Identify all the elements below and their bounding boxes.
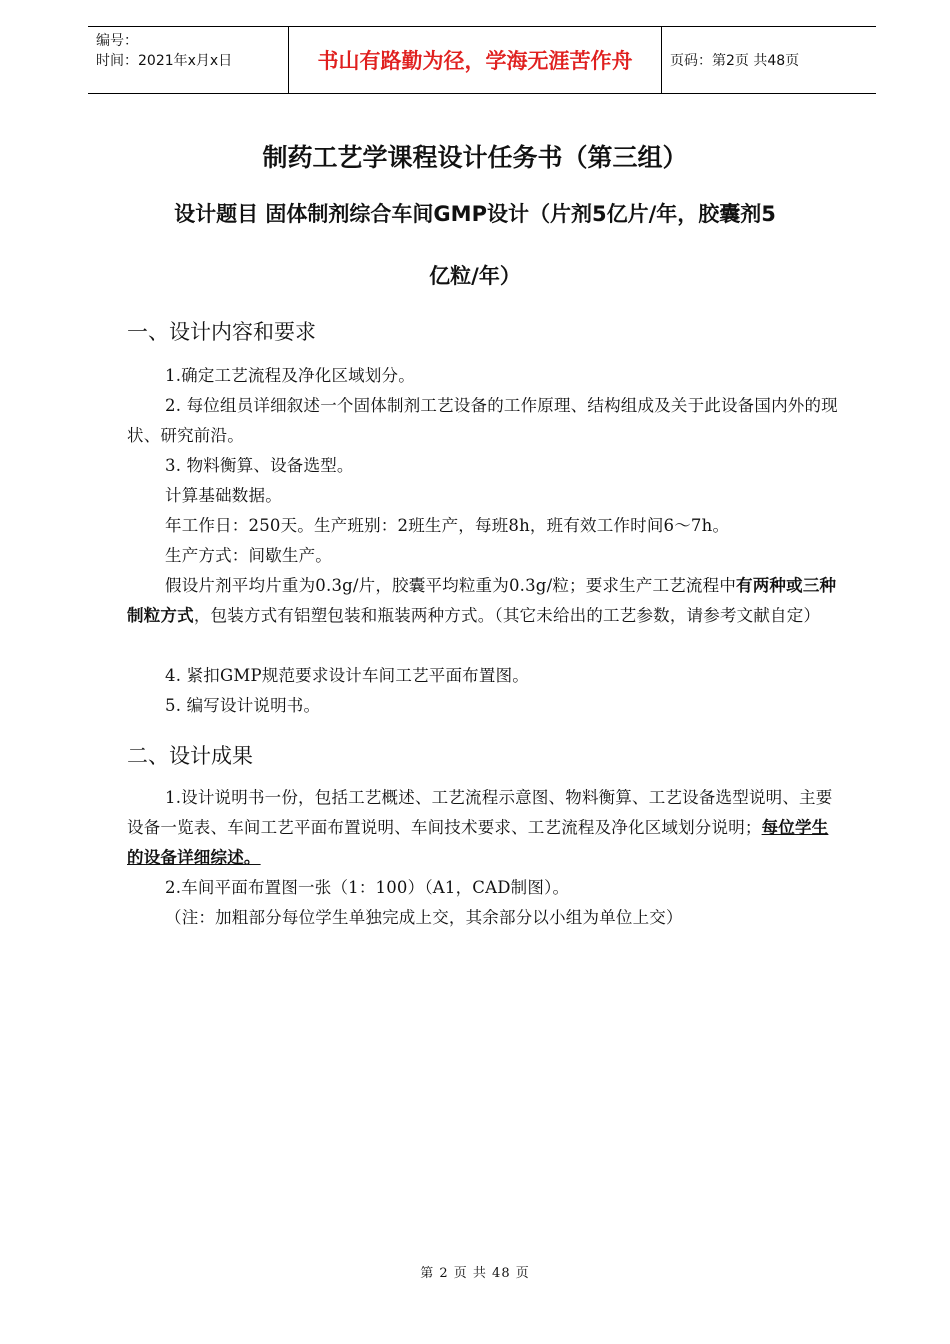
section2-note: （注：加粗部分每位学生单独完成上交，其余部分以小组为单位上交） — [165, 908, 683, 927]
section1-item1: 1.确定工艺流程及净化区域划分。 — [165, 366, 415, 385]
number-label: 编号： — [96, 33, 138, 49]
section2-item2: 2.车间平面布置图一张（1：100）（A1，CAD制图）。 — [165, 878, 570, 897]
header-slogan: 书山有路勤为径，学海无涯苦作舟 — [288, 27, 662, 93]
section2-item1-text: 1.设计说明书一份，包括工艺概述、工艺流程示意图、物料衡算、工艺设备选型说明、主要设备一览表、车间工艺平面布置说明、车间技术要求、工艺流程及净化区域划分说明； — [127, 788, 833, 837]
section2-item1 — [127, 783, 839, 873]
section1-item2: 2. 每位组员详细叙述一个固体制剂工艺设备的工作原理、结构组成及关于此设备国内外的现状、研究前沿。 — [127, 396, 838, 445]
section2-heading: 二、设计成果 — [127, 744, 253, 768]
section1-workdays: 年工作日：250天。生产班别：2班生产，每班8h，班有效工作时间6～7h。 — [165, 516, 730, 535]
assumption-text-b: ，包装方式有铝塑包装和瓶装两种方式。（其它未给出的工艺参数，请参考文献自定） — [193, 606, 821, 625]
section2-item1-bold: 每位学生的设备详细综述。 — [127, 818, 829, 867]
header-page-info: 页码：第2页 共48页 — [670, 53, 800, 69]
assumption-text-a: 假设片剂平均片重为0.3g/片，胶囊平均粒重为0.3g/粒；要求生产工艺流程中 — [165, 576, 737, 595]
page-footer: 第 2 页 共 48 页 — [420, 1266, 530, 1281]
document-title: 制药工艺学课程设计任务书（第三组） — [262, 143, 688, 172]
header-meta — [88, 27, 288, 93]
section1-item4: 4. 紧扣GMP规范要求设计车间工艺平面布置图。 — [165, 666, 529, 685]
document-header — [88, 26, 876, 94]
assumption-bold: 有两种或三种制粒方式 — [127, 576, 837, 625]
section1-item3: 3. 物料衡算、设备选型。 — [165, 456, 354, 475]
section1-mode: 生产方式：间歇生产。 — [165, 546, 332, 565]
section1-assumption — [127, 571, 839, 631]
design-topic-line1: 设计题目 固体制剂综合车间GMP设计（片剂5亿片/年，胶囊剂5 — [174, 202, 776, 226]
section1-basis: 计算基础数据。 — [165, 486, 282, 505]
section1-heading: 一、设计内容和要求 — [127, 320, 316, 344]
time-label: 时间：2021年x月x日 — [96, 53, 233, 69]
section1-item5: 5. 编写设计说明书。 — [165, 696, 321, 715]
design-topic-line2: 亿粒/年） — [429, 264, 521, 288]
